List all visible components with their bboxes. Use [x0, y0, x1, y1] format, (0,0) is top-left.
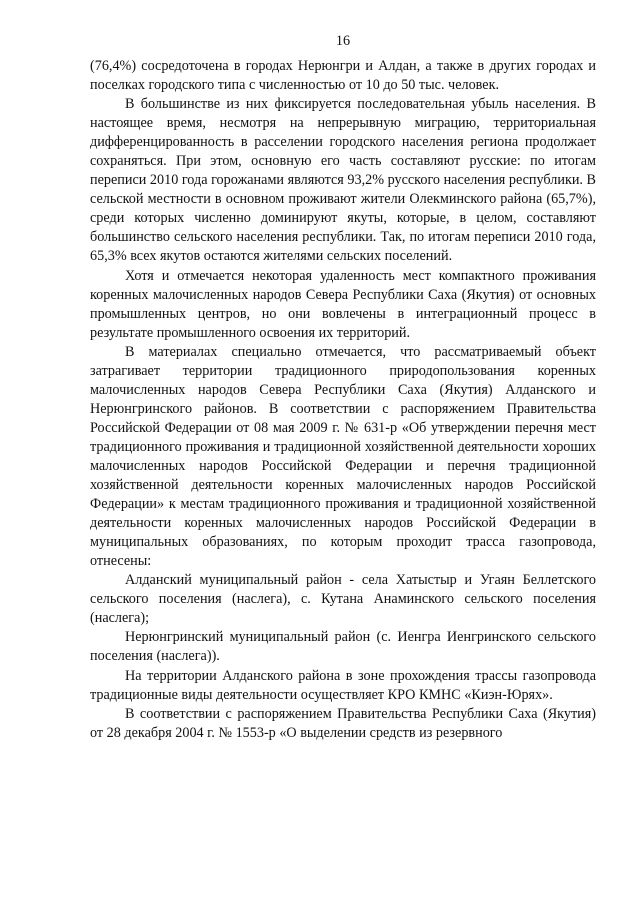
document-page	[90, 32, 596, 743]
paragraph-population-decline: В большинстве из них фиксируется последовательная убыль населения. В настоящее время, несмотря на непрерывную миграцию, территориальная дифференцированность в расселении городского населения региона продолжает сохраняться. При этом, основную его часть составляют русские: по итогам переписи 2010 года горожанами являются 93,2% русского населения республики. В сельской местности в основном проживают жители Олекминского района (65,7%), среди которых численно доминируют якуты, которые, в целом, составляют большинство сельского населения республики. Так, по итогам переписи 2010 года, 65,3% всех якутов остаются жителями сельских поселений.	[90, 96, 596, 265]
page-number: 16	[335, 33, 351, 49]
paragraph-aldan-district: Алданский муниципальный район - села Хатыстыр и Угаян Беллетского сельского поселения (наслега), с. Кутана Анаминского сельского поселения (наслега);	[90, 572, 596, 627]
paragraph-neryungri-district: Нерюнгринский муниципальный район (с. Иенгра Иенгринского сельского поселения (наслега)).	[90, 629, 596, 665]
paragraph-traditional-territories: В материалах специально отмечается, что рассматриваемый объект затрагивает территории традиционного природопользования коренных малочисленных народов Севера Республики Саха (Якутия) Алданского и Нерюнгринского районов. В соответствии с распоряжением Правительства Российской Федерации от 08 мая 2009 г. № 631-р «Об утверждении перечня мест традиционного проживания и традиционной хозяйственной деятельности хороших малочисленных народов Российской Федерации и перечня традиционной хозяйственной деятельности коренных малочисленных народов Российской Федерации» к местам традиционного проживания и традиционной хозяйственной деятельности коренных малочисленных народов Российской Федерации в муниципальных образованиях, по которым проходит трасса газопровода, отнесены:	[90, 343, 596, 570]
paragraph-government-order: В соответствии с распоряжением Правительства Республики Саха (Якутия) от 28 декабря 2004 г. № 1553-р «О выделении средств из резервного	[90, 705, 596, 741]
paragraph-remoteness: Хотя и отмечается некоторая удаленность мест компактного проживания коренных малочисленных народов Севера Республики Саха (Якутия) от основных промышленных центров, но они вовлечены в интеграционный процесс в результате промышленного освоения их территорий.	[90, 267, 596, 341]
paragraph-kien-yuryakh: На территории Алданского района в зоне прохождения трассы газопровода традиционные виды деятельности осуществляет КРО КМНС «Киэн-Юрях».	[90, 667, 596, 703]
paragraph-continuation: (76,4%) сосредоточена в городах Нерюнгри и Алдан, а также в других городах и поселках городского типа с численностью от 10 до 50 тыс. человек.	[90, 58, 596, 94]
